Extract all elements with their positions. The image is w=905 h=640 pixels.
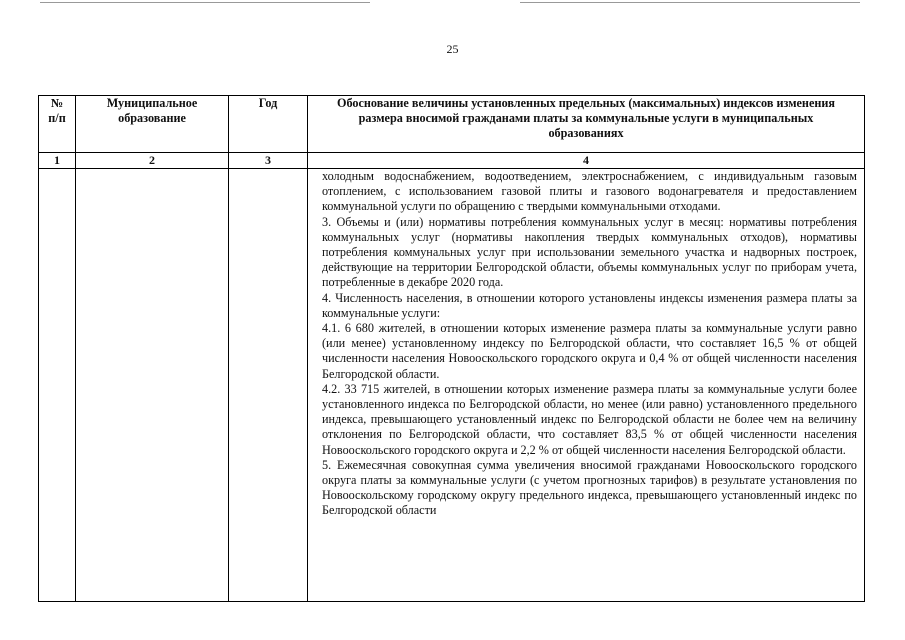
paragraph-item-5: 5. Ежемесячная совокупная сумма увеличения вносимой гражданами Новооскольского городского округа платы за коммунальные услуги (с учетом прогнозных тарифов) в результате установления по Новооскольскому городскому округу предельного индекса, превышающего установленный индекс по Белгородской области xyxy=(322,457,857,518)
column-number-3: 3 xyxy=(229,153,308,169)
header-justification-text: Обоснование величины установленных предельных (максимальных) индексов изменения размера вносимой гражданами платы за коммунальные услуги в муниципальных образованиях xyxy=(336,96,835,140)
header-justification xyxy=(308,96,865,153)
paragraph-utilities-continued: холодным водоснабжением, водоотведением, электроснабжением, с индивидуальным газовым отоплением, с использованием газовой плиты и газового водонагревателя и предоставлением коммунальной услуги по обращению с твердыми коммунальными отходами. xyxy=(322,169,857,214)
header-number-text: № п/п xyxy=(48,96,66,125)
column-number-4: 4 xyxy=(308,153,865,169)
header-year: Год xyxy=(229,96,308,153)
paragraph-item-4-2: 4.2. 33 715 жителей, в отношении которых изменение размера платы за коммунальные услуги более установленного индекса по Белгородской области, но менее (или равно) установленного предельного индекса, превышающего установленный индекс по Белгородской области не более чем на величину отклонения по Белгородской области, что составляет 83,5 % от общей численности населения Новооскольского городского округа и 2,2 % от общей численности населения Белгородской области. xyxy=(322,381,857,457)
cell-number xyxy=(39,169,76,602)
cell-year xyxy=(229,169,308,602)
page-number: 25 xyxy=(446,42,459,56)
header-number xyxy=(39,96,76,153)
paragraph-item-3: 3. Объемы и (или) нормативы потребления коммунальных услуг в месяц: нормативы потребления коммунальных услуг (нормативы накопления твердых коммунальных отходов), нормативы потребления коммунальных услуг при использовании земельного участка и надворных построек, действующие на территории Белгородской области, объемы коммунальных услуг по приборам учета, потребленные в декабре 2020 года. xyxy=(322,214,857,290)
table-header-row xyxy=(39,96,865,153)
column-numbers-row xyxy=(39,153,865,169)
indices-table xyxy=(38,95,865,602)
column-number-2: 2 xyxy=(76,153,229,169)
paragraph-item-4: 4. Численность населения, в отношении которого установлены индексы изменения размера платы за коммунальные услуги: xyxy=(322,290,857,320)
column-number-1: 1 xyxy=(39,153,76,169)
cell-municipality xyxy=(76,169,229,602)
header-municipality: Муниципальное образование xyxy=(76,96,229,153)
top-rule-right xyxy=(520,2,860,3)
paragraph-item-4-1: 4.1. 6 680 жителей, в отношении которых изменение размера платы за коммунальные услуги равно (или менее) установленному индексу по Белгородской области, что составляет 16,5 % от общей численности населения Новооскольского городского округа и 0,4 % от общей численности населения Белгородской области. xyxy=(322,321,857,381)
table-row xyxy=(39,169,865,602)
top-rule-left xyxy=(40,2,370,3)
cell-justification xyxy=(308,169,865,602)
